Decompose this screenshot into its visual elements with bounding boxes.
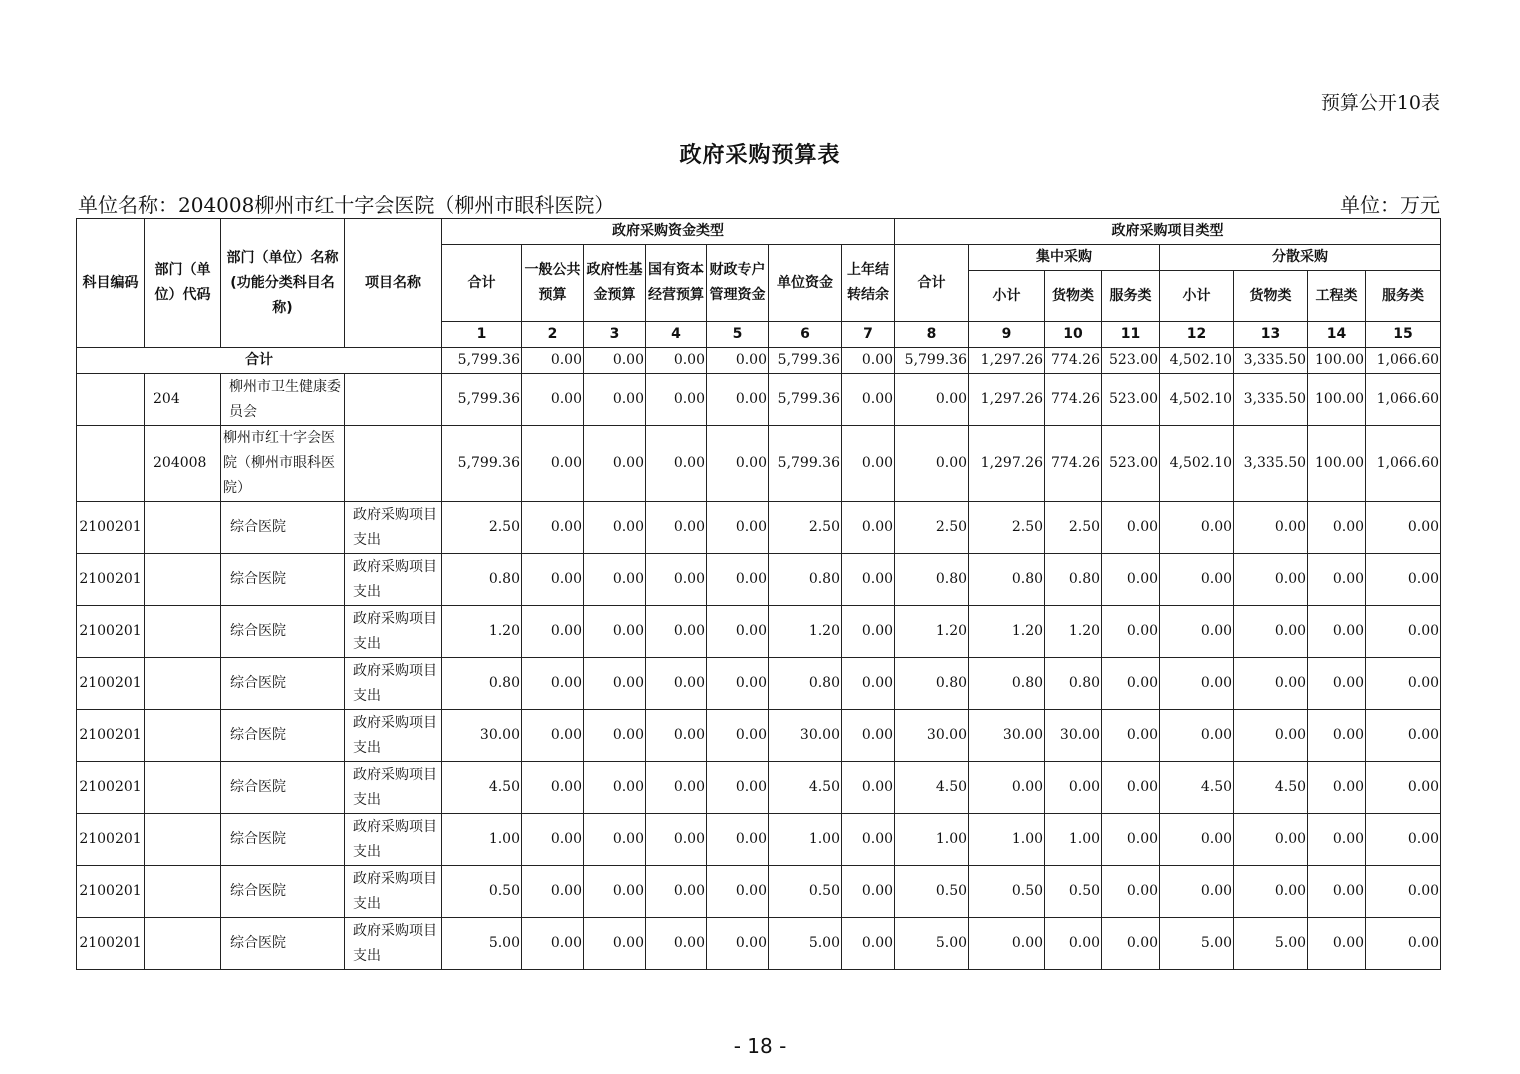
unit-code-cell: 204008 <box>145 426 221 502</box>
table-cell: 0.00 <box>584 658 646 710</box>
dept-row <box>77 374 1441 426</box>
table-cell: 1.00 <box>1045 814 1102 866</box>
table-cell: 1,297.26 <box>969 374 1045 426</box>
header-centralized: 集中采购 <box>969 245 1160 271</box>
dept-code-cell <box>145 710 221 762</box>
project-name-cell <box>345 426 442 502</box>
table-cell: 0.00 <box>842 502 895 554</box>
table-cell: 0.00 <box>1160 554 1234 606</box>
table-cell: 0.00 <box>895 426 969 502</box>
subject-code-cell <box>77 374 145 426</box>
table-cell: 0.00 <box>646 710 707 762</box>
table-cell: 0.00 <box>707 710 769 762</box>
table-cell: 523.00 <box>1102 348 1160 374</box>
col-number: 6 <box>769 322 842 348</box>
table-cell: 1.20 <box>969 606 1045 658</box>
table-cell: 0.00 <box>584 348 646 374</box>
subject-code-cell: 2100201 <box>77 918 145 970</box>
header-fund-total: 合计 <box>442 245 522 322</box>
form-number: 预算公开10表 <box>1320 92 1440 114</box>
project-name-cell: 政府采购项目支出 <box>345 710 442 762</box>
table-cell: 100.00 <box>1308 374 1366 426</box>
table-cell: 0.00 <box>1308 502 1366 554</box>
table-cell: 5,799.36 <box>442 348 522 374</box>
project-name-cell: 政府采购项目支出 <box>345 814 442 866</box>
table-cell: 0.00 <box>1160 658 1234 710</box>
table-cell: 0.00 <box>1366 918 1441 970</box>
header-carryover: 上年结转结余 <box>842 245 895 322</box>
col-number: 5 <box>707 322 769 348</box>
table-cell: 1.20 <box>895 606 969 658</box>
table-cell: 0.00 <box>1234 502 1308 554</box>
table-cell: 0.50 <box>895 866 969 918</box>
dept-name-cell: 柳州市卫生健康委员会 <box>221 374 345 426</box>
table-cell: 0.50 <box>769 866 842 918</box>
dept-name-cell: 综合医院 <box>221 866 345 918</box>
table-cell: 774.26 <box>1045 426 1102 502</box>
table-cell: 0.80 <box>1045 658 1102 710</box>
header-dept-name: 部门（单位）名称(功能分类科目名称) <box>221 219 345 348</box>
table-cell: 30.00 <box>895 710 969 762</box>
col-number: 14 <box>1308 322 1366 348</box>
table-cell: 30.00 <box>769 710 842 762</box>
table-cell: 0.00 <box>1366 554 1441 606</box>
table-cell: 0.00 <box>646 606 707 658</box>
table-cell: 30.00 <box>969 710 1045 762</box>
col-number: 12 <box>1160 322 1234 348</box>
table-cell: 3,335.50 <box>1234 426 1308 502</box>
header-project-name: 项目名称 <box>345 219 442 348</box>
header-special-account-fund: 财政专户管理资金 <box>707 245 769 322</box>
table-cell: 0.00 <box>842 374 895 426</box>
page-title: 政府采购预算表 <box>679 142 841 168</box>
table-row <box>77 918 1441 970</box>
table-cell: 0.00 <box>522 606 584 658</box>
header-fund-type-group: 政府采购资金类型 <box>442 219 895 245</box>
table-cell: 0.00 <box>1308 762 1366 814</box>
table-cell: 0.00 <box>1366 658 1441 710</box>
table-cell: 4,502.10 <box>1160 426 1234 502</box>
subject-code-cell: 2100201 <box>77 502 145 554</box>
table-cell: 0.00 <box>1234 710 1308 762</box>
table-cell: 0.00 <box>1160 710 1234 762</box>
subject-code-cell: 2100201 <box>77 866 145 918</box>
table-cell: 1,066.60 <box>1366 426 1441 502</box>
table-cell: 0.00 <box>969 918 1045 970</box>
table-cell: 0.00 <box>707 502 769 554</box>
table-cell: 5,799.36 <box>895 348 969 374</box>
table-cell: 0.00 <box>646 658 707 710</box>
header-dept-code: 部门（单位）代码 <box>145 219 221 348</box>
col-number: 1 <box>442 322 522 348</box>
table-cell: 5.00 <box>769 918 842 970</box>
table-cell: 0.00 <box>1234 554 1308 606</box>
project-name-cell: 政府采购项目支出 <box>345 554 442 606</box>
table-cell: 0.00 <box>1308 866 1366 918</box>
table-cell: 0.80 <box>969 658 1045 710</box>
col-number: 13 <box>1234 322 1308 348</box>
project-name-cell: 政府采购项目支出 <box>345 866 442 918</box>
col-number: 9 <box>969 322 1045 348</box>
table-row <box>77 502 1441 554</box>
table-cell: 1.00 <box>895 814 969 866</box>
dept-code-cell <box>145 606 221 658</box>
dept-name-cell: 综合医院 <box>221 918 345 970</box>
table-cell: 0.00 <box>707 658 769 710</box>
unit-name-cell: 柳州市红十字会医院（柳州市眼科医院） <box>221 426 345 502</box>
table-cell: 4.50 <box>1234 762 1308 814</box>
table-cell: 0.00 <box>522 918 584 970</box>
table-cell: 0.00 <box>1045 918 1102 970</box>
col-number: 4 <box>646 322 707 348</box>
header-central-goods: 货物类 <box>1045 271 1102 322</box>
total-label: 合计 <box>77 348 442 374</box>
table-cell: 0.00 <box>707 348 769 374</box>
table-cell: 0.80 <box>442 658 522 710</box>
table-cell: 2.50 <box>442 502 522 554</box>
table-cell: 0.50 <box>442 866 522 918</box>
project-name-cell: 政府采购项目支出 <box>345 658 442 710</box>
table-cell: 3,335.50 <box>1234 374 1308 426</box>
table-cell: 5.00 <box>442 918 522 970</box>
header-decentralized: 分散采购 <box>1160 245 1441 271</box>
table-cell: 0.00 <box>707 866 769 918</box>
table-cell: 0.00 <box>1234 866 1308 918</box>
table-row <box>77 710 1441 762</box>
table-cell: 0.00 <box>522 658 584 710</box>
table-cell: 0.00 <box>1102 502 1160 554</box>
table-cell: 0.00 <box>707 814 769 866</box>
table-cell: 0.00 <box>646 554 707 606</box>
table-cell: 0.00 <box>584 502 646 554</box>
table-cell: 0.00 <box>584 554 646 606</box>
table-cell: 0.00 <box>646 762 707 814</box>
table-cell: 0.00 <box>1366 762 1441 814</box>
dept-code-cell <box>145 502 221 554</box>
table-cell: 0.00 <box>895 374 969 426</box>
project-name-cell: 政府采购项目支出 <box>345 762 442 814</box>
subject-code-cell: 2100201 <box>77 710 145 762</box>
table-cell: 0.00 <box>842 710 895 762</box>
table-cell: 100.00 <box>1308 348 1366 374</box>
table-cell: 0.00 <box>584 374 646 426</box>
table-cell: 1,066.60 <box>1366 348 1441 374</box>
table-cell: 0.00 <box>842 606 895 658</box>
table-cell: 0.00 <box>646 426 707 502</box>
table-cell: 0.00 <box>646 502 707 554</box>
table-cell: 0.00 <box>522 710 584 762</box>
table-cell: 0.50 <box>1045 866 1102 918</box>
table-cell: 3,335.50 <box>1234 348 1308 374</box>
dept-name-cell: 综合医院 <box>221 762 345 814</box>
table-cell: 774.26 <box>1045 374 1102 426</box>
header-subject-code: 科目编码 <box>77 219 145 348</box>
header-central-services: 服务类 <box>1102 271 1160 322</box>
table-cell: 1.00 <box>969 814 1045 866</box>
col-number: 10 <box>1045 322 1102 348</box>
table-cell: 0.00 <box>707 606 769 658</box>
header-unit-fund: 单位资金 <box>769 245 842 322</box>
header-state-capital-budget: 国有资本经营预算 <box>646 245 707 322</box>
col-number: 3 <box>584 322 646 348</box>
table-cell: 1.20 <box>442 606 522 658</box>
dept-code-cell <box>145 866 221 918</box>
project-name-cell: 政府采购项目支出 <box>345 606 442 658</box>
table-cell: 5,799.36 <box>442 426 522 502</box>
table-cell: 2.50 <box>1045 502 1102 554</box>
table-cell: 0.80 <box>895 658 969 710</box>
table-cell: 0.00 <box>1366 814 1441 866</box>
col-number: 8 <box>895 322 969 348</box>
table-cell: 0.00 <box>1308 606 1366 658</box>
table-cell: 0.00 <box>1366 502 1441 554</box>
table-cell: 4,502.10 <box>1160 348 1234 374</box>
dept-code-cell <box>145 814 221 866</box>
table-cell: 0.80 <box>769 554 842 606</box>
table-cell: 0.00 <box>522 762 584 814</box>
table-cell: 1,297.26 <box>969 348 1045 374</box>
table-cell: 0.00 <box>1308 918 1366 970</box>
table-row <box>77 814 1441 866</box>
table-cell: 0.00 <box>969 762 1045 814</box>
table-row <box>77 762 1441 814</box>
table-cell: 5.00 <box>895 918 969 970</box>
total-row <box>77 348 1441 374</box>
table-cell: 0.00 <box>1102 554 1160 606</box>
table-cell: 0.00 <box>842 554 895 606</box>
table-cell: 0.00 <box>1234 814 1308 866</box>
table-cell: 30.00 <box>1045 710 1102 762</box>
table-cell: 0.00 <box>1366 710 1441 762</box>
table-cell: 4.50 <box>442 762 522 814</box>
dept-name-cell: 综合医院 <box>221 606 345 658</box>
subject-code-cell: 2100201 <box>77 554 145 606</box>
table-cell: 0.80 <box>1045 554 1102 606</box>
table-cell: 4.50 <box>1160 762 1234 814</box>
table-cell: 0.00 <box>584 866 646 918</box>
table-cell: 0.00 <box>522 502 584 554</box>
table-cell: 0.00 <box>1308 710 1366 762</box>
table-cell: 5,799.36 <box>769 426 842 502</box>
table-cell: 2.50 <box>969 502 1045 554</box>
table-cell: 5,799.36 <box>769 348 842 374</box>
unit-name: 单位名称：204008柳州市红十字会医院（柳州市眼科医院） <box>78 193 615 217</box>
unit-row <box>77 426 1441 502</box>
table-cell: 2.50 <box>895 502 969 554</box>
dept-name-cell: 综合医院 <box>221 814 345 866</box>
project-name-cell: 政府采购项目支出 <box>345 918 442 970</box>
table-cell: 0.00 <box>584 710 646 762</box>
dept-code-cell <box>145 918 221 970</box>
project-name-cell <box>345 374 442 426</box>
table-cell: 0.00 <box>646 374 707 426</box>
header-general-budget: 一般公共预算 <box>522 245 584 322</box>
table-cell: 100.00 <box>1308 426 1366 502</box>
table-cell: 0.00 <box>1102 710 1160 762</box>
table-cell: 0.80 <box>769 658 842 710</box>
subject-code-cell: 2100201 <box>77 762 145 814</box>
table-cell: 0.00 <box>1102 918 1160 970</box>
table-cell: 0.00 <box>584 426 646 502</box>
table-row <box>77 606 1441 658</box>
header-central-subtotal: 小计 <box>969 271 1045 322</box>
table-cell: 0.00 <box>1366 866 1441 918</box>
table-cell: 0.00 <box>1160 606 1234 658</box>
table-cell: 0.80 <box>442 554 522 606</box>
dept-name-cell: 综合医院 <box>221 502 345 554</box>
table-cell: 4,502.10 <box>1160 374 1234 426</box>
table-cell: 0.00 <box>584 918 646 970</box>
table-cell: 0.00 <box>1102 658 1160 710</box>
dept-name-cell: 综合医院 <box>221 658 345 710</box>
subject-code-cell: 2100201 <box>77 814 145 866</box>
table-row <box>77 658 1441 710</box>
table-cell: 0.00 <box>1102 762 1160 814</box>
table-cell: 5,799.36 <box>442 374 522 426</box>
table-cell: 0.00 <box>842 762 895 814</box>
table-cell: 0.00 <box>522 348 584 374</box>
table-cell: 0.00 <box>1102 866 1160 918</box>
table-cell: 0.00 <box>584 606 646 658</box>
dept-code-cell <box>145 554 221 606</box>
table-cell: 1.00 <box>442 814 522 866</box>
table-cell: 0.00 <box>842 658 895 710</box>
table-cell: 0.50 <box>969 866 1045 918</box>
dept-code-cell: 204 <box>145 374 221 426</box>
table-cell: 1.20 <box>769 606 842 658</box>
procurement-budget-table <box>76 218 1441 970</box>
header-decentral-goods: 货物类 <box>1234 271 1308 322</box>
table-cell: 0.00 <box>1102 814 1160 866</box>
table-cell: 0.00 <box>1308 658 1366 710</box>
table-cell: 1.00 <box>769 814 842 866</box>
currency-unit: 单位：万元 <box>1340 193 1440 217</box>
col-number: 11 <box>1102 322 1160 348</box>
table-cell: 0.00 <box>1308 554 1366 606</box>
table-cell: 0.00 <box>842 426 895 502</box>
table-cell: 0.00 <box>1102 606 1160 658</box>
table-cell: 0.80 <box>969 554 1045 606</box>
dept-name-cell: 综合医院 <box>221 554 345 606</box>
table-cell: 0.00 <box>1160 814 1234 866</box>
table-cell: 0.00 <box>584 762 646 814</box>
header-project-total: 合计 <box>895 245 969 322</box>
table-cell: 0.00 <box>1366 606 1441 658</box>
table-cell: 1,297.26 <box>969 426 1045 502</box>
table-cell: 1.20 <box>1045 606 1102 658</box>
table-cell: 4.50 <box>895 762 969 814</box>
table-cell: 0.00 <box>646 866 707 918</box>
table-cell: 523.00 <box>1102 426 1160 502</box>
table-cell: 0.00 <box>646 348 707 374</box>
table-row <box>77 866 1441 918</box>
header-decentral-services: 服务类 <box>1366 271 1441 322</box>
page-number: - 18 - <box>733 1034 787 1058</box>
col-number: 2 <box>522 322 584 348</box>
table-cell: 0.00 <box>1234 606 1308 658</box>
table-cell: 5.00 <box>1234 918 1308 970</box>
table-cell: 5.00 <box>1160 918 1234 970</box>
dept-name-cell: 综合医院 <box>221 710 345 762</box>
table-cell: 0.00 <box>1045 762 1102 814</box>
table-cell: 0.00 <box>646 814 707 866</box>
dept-code-cell <box>145 658 221 710</box>
header-gov-fund-budget: 政府性基金预算 <box>584 245 646 322</box>
table-cell: 0.00 <box>842 814 895 866</box>
col-number: 7 <box>842 322 895 348</box>
table-cell: 0.00 <box>842 866 895 918</box>
table-cell: 0.00 <box>584 814 646 866</box>
table-cell: 0.00 <box>707 762 769 814</box>
table-cell: 0.00 <box>707 426 769 502</box>
subject-code-cell: 2100201 <box>77 606 145 658</box>
table-cell: 0.00 <box>646 918 707 970</box>
table-cell: 0.00 <box>842 348 895 374</box>
table-cell: 0.00 <box>522 554 584 606</box>
table-cell: 0.80 <box>895 554 969 606</box>
table-cell: 0.00 <box>522 814 584 866</box>
table-cell: 0.00 <box>1160 866 1234 918</box>
table-cell: 0.00 <box>842 918 895 970</box>
table-cell: 0.00 <box>1308 814 1366 866</box>
table-cell: 0.00 <box>522 866 584 918</box>
table-cell: 0.00 <box>707 918 769 970</box>
table-cell: 0.00 <box>707 374 769 426</box>
table-cell: 1,066.60 <box>1366 374 1441 426</box>
table-cell: 0.00 <box>1160 502 1234 554</box>
project-name-cell: 政府采购项目支出 <box>345 502 442 554</box>
dept-code-cell <box>145 762 221 814</box>
subject-code-cell <box>77 426 145 502</box>
table-row <box>77 554 1441 606</box>
subject-code-cell: 2100201 <box>77 658 145 710</box>
table-cell: 2.50 <box>769 502 842 554</box>
table-cell: 0.00 <box>707 554 769 606</box>
table-cell: 4.50 <box>769 762 842 814</box>
table-cell: 774.26 <box>1045 348 1102 374</box>
header-decentral-works: 工程类 <box>1308 271 1366 322</box>
table-cell: 30.00 <box>442 710 522 762</box>
col-number: 15 <box>1366 322 1441 348</box>
table-cell: 5,799.36 <box>769 374 842 426</box>
table-cell: 523.00 <box>1102 374 1160 426</box>
table-cell: 0.00 <box>1234 658 1308 710</box>
table-cell: 0.00 <box>522 426 584 502</box>
header-decentral-subtotal: 小计 <box>1160 271 1234 322</box>
table-cell: 0.00 <box>522 374 584 426</box>
header-project-type-group: 政府采购项目类型 <box>895 219 1441 245</box>
